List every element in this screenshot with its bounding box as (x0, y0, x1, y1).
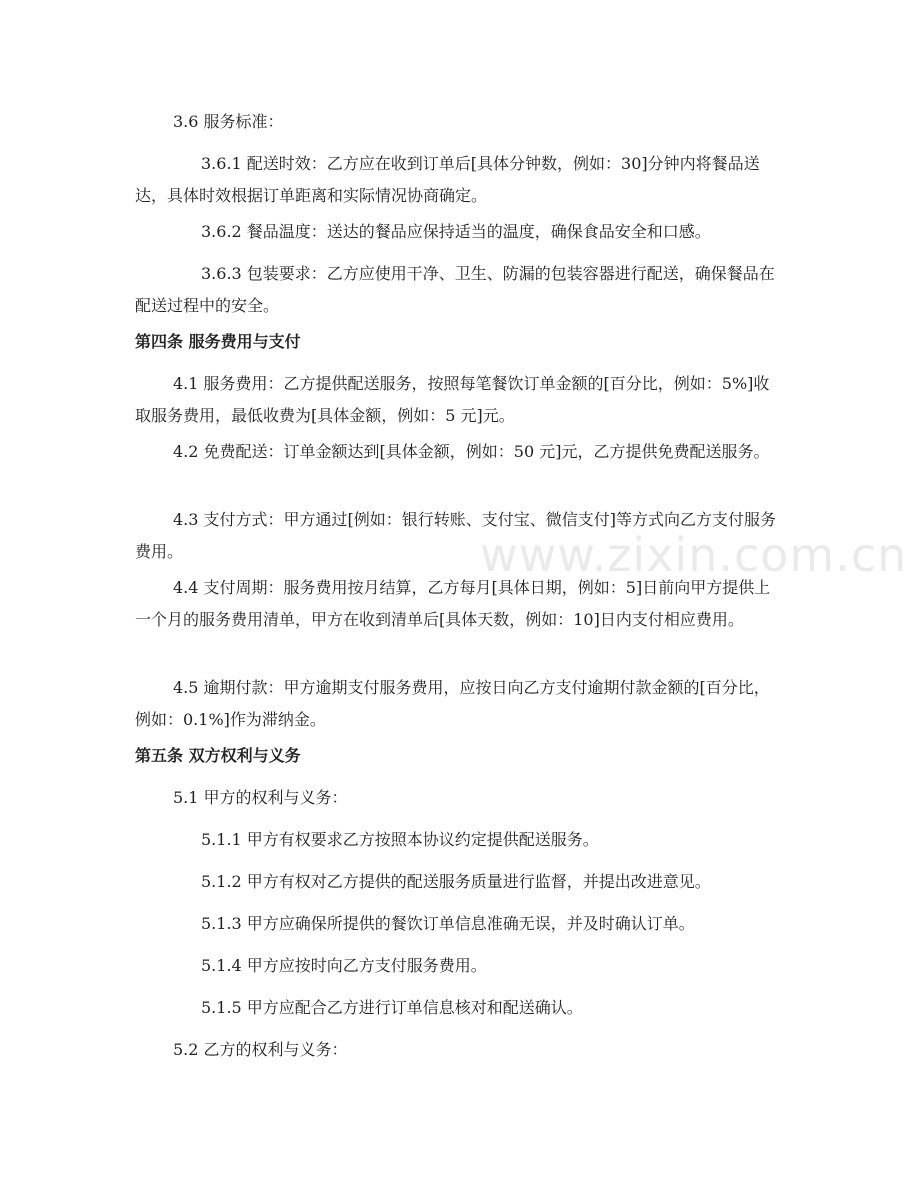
section-heading-4: 第四条 服务费用与支付 (135, 332, 301, 351)
clause-3-6-3: 3.6.3 包装要求：乙方应使用干净、卫生、防漏的包装容器进行配送，确保餐品在配送过程中的安全。 (135, 264, 775, 315)
clause-5-1-3: 5.1.3 甲方应确保所提供的餐饮订单信息准确无误，并及时确认订单。 (201, 914, 695, 933)
clause-5-1: 5.1 甲方的权利与义务： (173, 788, 348, 807)
clause-3-6: 3.6 服务标准： (173, 112, 284, 131)
watermark-text: www.zixin.com.cn (480, 528, 908, 582)
clause-4-2: 4.2 免费配送：订单金额达到[具体金额，例如：50 元]元，乙方提供免费配送服务。 (173, 442, 770, 461)
clause-3-6-2: 3.6.2 餐品温度：送达的餐品应保持适当的温度，确保食品安全和口感。 (201, 222, 711, 241)
clause-5-1-5: 5.1.5 甲方应配合乙方进行订单信息核对和配送确认。 (201, 998, 583, 1017)
section-heading-5: 第五条 双方权利与义务 (135, 746, 301, 765)
clause-4-5: 4.5 逾期付款：甲方逾期支付服务费用，应按日向乙方支付逾期付款金额的[百分比，例如：0.1%]作为滞纳金。 (135, 678, 770, 729)
clause-5-2: 5.2 乙方的权利与义务： (173, 1040, 348, 1059)
clause-3-6-1: 3.6.1 配送时效：乙方应在收到订单后[具体分钟数，例如：30]分钟内将餐品送达，具体时效根据订单距离和实际情况协商确定。 (135, 154, 760, 205)
clause-4-4: 4.4 支付周期：服务费用按月结算，乙方每月[具体日期，例如：5]日前向甲方提供上一个月的服务费用清单，甲方在收到清单后[具体天数，例如：10]日内支付相应费用。 (135, 578, 771, 629)
clause-4-1: 4.1 服务费用：乙方提供配送服务，按照每笔餐饮订单金额的[百分比，例如：5%]收取服务费用，最低收费为[具体金额，例如：5 元]元。 (135, 374, 770, 425)
clause-5-1-4: 5.1.4 甲方应按时向乙方支付服务费用。 (201, 956, 487, 975)
clause-5-1-2: 5.1.2 甲方有权对乙方提供的配送服务质量进行监督，并提出改进意见。 (201, 872, 711, 891)
clause-5-1-1: 5.1.1 甲方有权要求乙方按照本协议约定提供配送服务。 (201, 830, 599, 849)
clause-4-3: 4.3 支付方式：甲方通过[例如：银行转账、支付宝、微信支付]等方式向乙方支付服务费用。 (135, 510, 777, 561)
